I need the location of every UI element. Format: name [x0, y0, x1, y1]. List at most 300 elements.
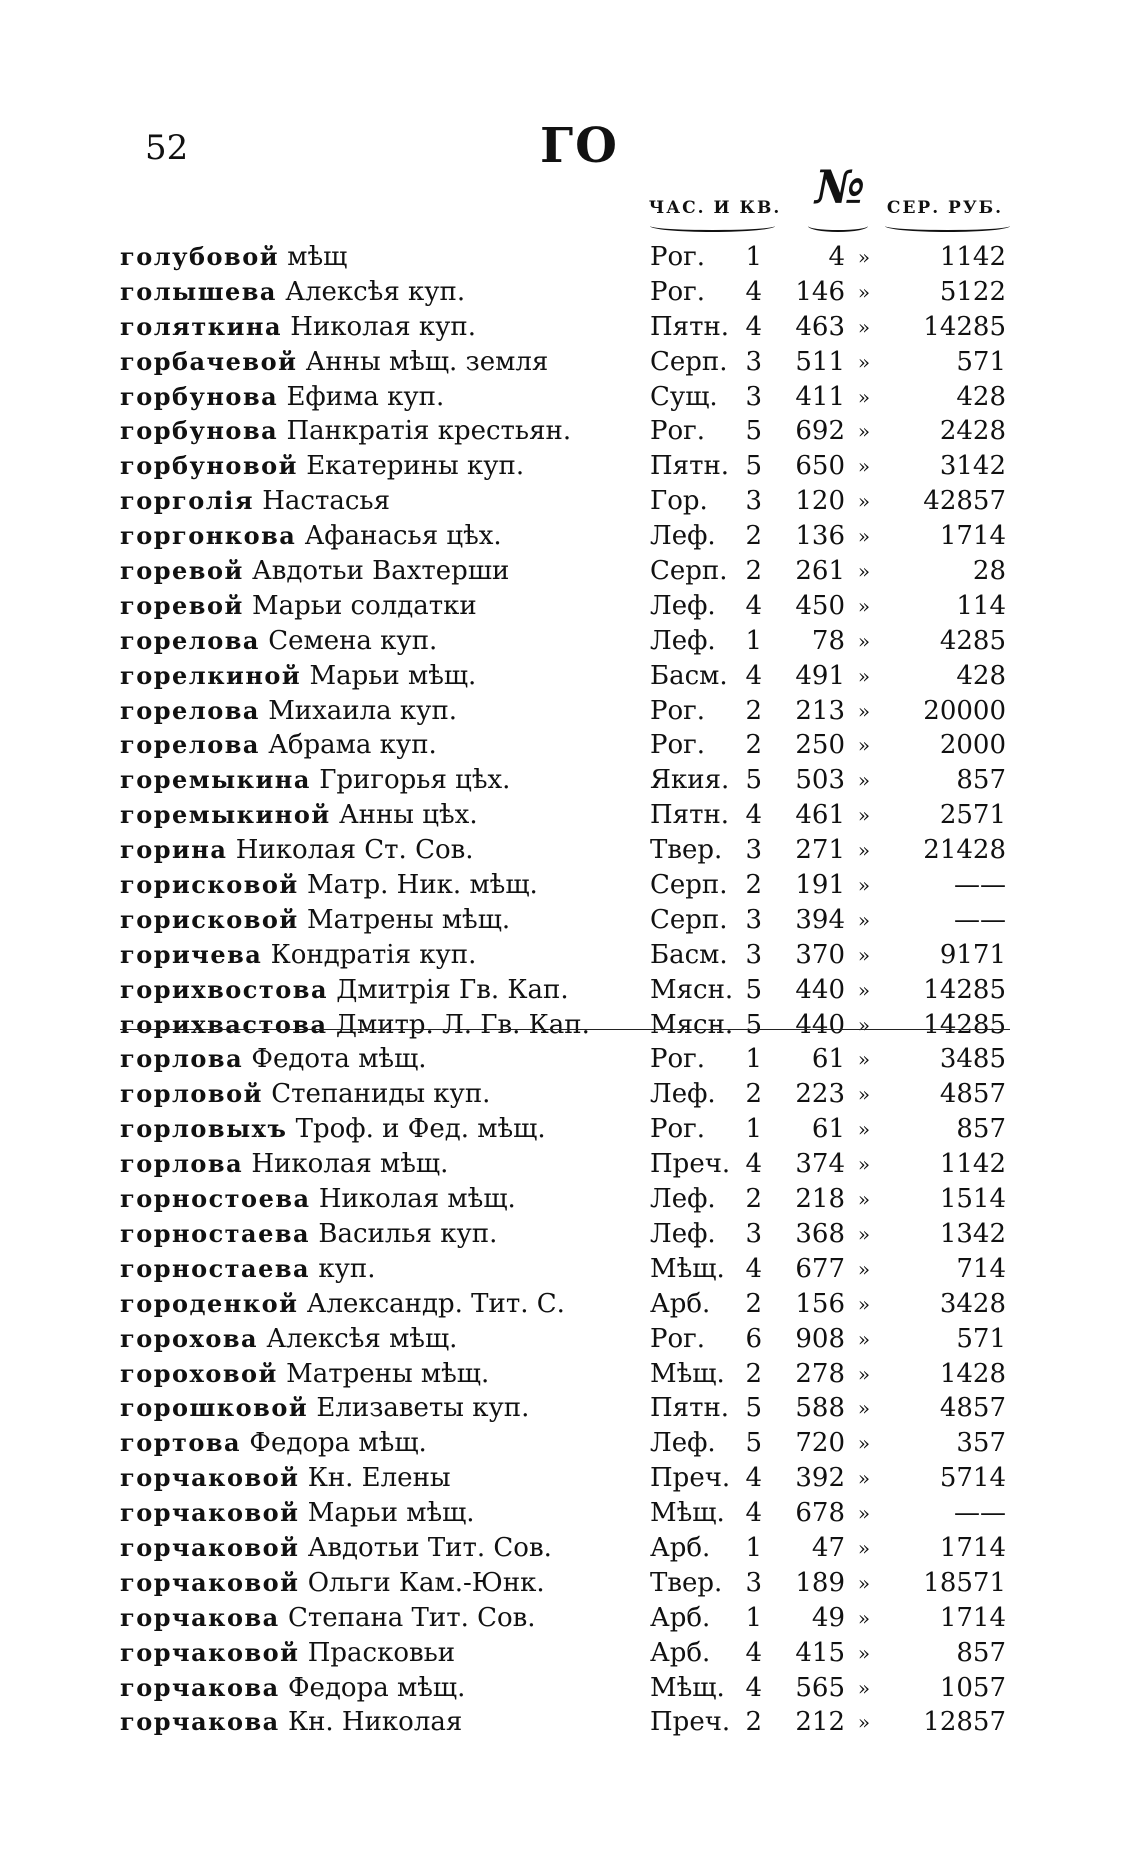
entry-house-number: 392 [795, 1463, 845, 1494]
entry-quarter: Арб. [650, 1532, 711, 1563]
entry-name [120, 554, 650, 589]
entry-house-number: 720 [795, 1428, 845, 1459]
entry-separator: » [857, 559, 871, 584]
entry-amount: 20000 [923, 695, 1006, 726]
entry-amount: —— [954, 870, 1006, 901]
entry-name [120, 1636, 650, 1671]
entry-separator: » [857, 593, 871, 618]
entry-amount: 9171 [939, 939, 1006, 970]
entry-surname: горловой [120, 1079, 263, 1109]
entry-name [120, 833, 650, 868]
entry-surname: горелова [120, 625, 260, 655]
entry-description: Федора мѣщ. [249, 1428, 427, 1459]
entry-amount: 857 [956, 765, 1006, 796]
entry-house-number: 120 [795, 486, 845, 517]
entry-quarter: Серп. [650, 556, 728, 587]
entry-house-number: 250 [795, 730, 845, 761]
entry-description: Афанасья цѣх. [304, 521, 502, 552]
entry-surname: горголія [120, 486, 254, 516]
entry-surname: горностаева [120, 1218, 311, 1248]
entry-surname: голубовой [120, 242, 279, 271]
entry-surname: горгонкова [120, 521, 297, 551]
entry-name [120, 589, 650, 624]
entry-quarter: Рог. [650, 695, 706, 726]
entry-house-number: 450 [795, 590, 845, 621]
entry-quarter: Сущ. [650, 381, 718, 412]
entry-separator: » [857, 245, 871, 269]
entry-surname: горелова [120, 730, 260, 760]
column-header-amount: СЕР. РУБ. [886, 198, 1004, 218]
entry-quarter: Мѣщ. [650, 1253, 725, 1284]
entry-quarter: Пятн. [650, 311, 730, 342]
entry-amount: 3142 [939, 451, 1006, 482]
list-item [120, 554, 1030, 589]
entry-surname: гортова [120, 1428, 242, 1458]
entry-amount: 1142 [939, 1149, 1006, 1180]
list-item [120, 1287, 1030, 1322]
entry-surname: горина [120, 835, 228, 865]
entry-surname: горбунова [120, 416, 279, 446]
entry-name [120, 1391, 650, 1426]
entry-district-number: 4 [745, 1253, 762, 1284]
entry-name [120, 938, 650, 973]
entry-description: Матр. Ник. мѣщ. [307, 870, 538, 901]
entry-district-number: 1 [745, 625, 762, 656]
entry-separator: » [857, 1082, 871, 1107]
entry-separator: » [857, 1361, 871, 1386]
entry-separator: » [857, 768, 871, 793]
entry-amount: 3485 [939, 1044, 1006, 1075]
entry-district-number: 4 [745, 660, 762, 691]
entry-house-number: 677 [795, 1253, 845, 1284]
entry-quarter: Рог. [650, 1323, 706, 1354]
entry-quarter: Рог. [650, 242, 706, 272]
entry-name [120, 449, 650, 484]
entry-name [120, 798, 650, 833]
entry-surname: горбунова [120, 381, 279, 411]
entry-name [120, 414, 650, 449]
entry-quarter: Арб. [650, 1288, 711, 1319]
entry-house-number: 218 [795, 1184, 845, 1215]
entry-name [120, 380, 650, 415]
entry-name [120, 763, 650, 798]
entry-separator: » [857, 1326, 871, 1351]
entry-house-number: 565 [795, 1672, 845, 1703]
entry-separator: » [857, 977, 871, 1002]
list-item [120, 1182, 1030, 1217]
entry-separator: » [857, 628, 871, 653]
entry-description: Василья куп. [318, 1218, 498, 1249]
entry-name [120, 694, 650, 729]
entry-quarter: Мѣщ. [650, 1498, 725, 1529]
entry-house-number: 136 [795, 521, 845, 552]
entry-house-number: 213 [795, 695, 845, 726]
entry-surname: горчаковой [120, 1567, 300, 1597]
list-item [120, 694, 1030, 729]
entry-house-number: 440 [795, 1009, 845, 1040]
entry-house-number: 156 [795, 1288, 845, 1319]
entry-district-number: 3 [745, 381, 762, 412]
entry-amount: 4285 [939, 625, 1006, 656]
entry-amount: 1714 [939, 521, 1006, 552]
entry-surname: горчаковой [120, 1463, 300, 1493]
entry-district-number: 5 [745, 1009, 762, 1040]
entry-house-number: 47 [811, 1532, 845, 1563]
list-item [120, 345, 1030, 380]
entry-quarter: Серп. [650, 904, 728, 935]
list-item [120, 1322, 1030, 1357]
entry-name [120, 1496, 650, 1531]
entry-description: Николая мѣщ. [251, 1149, 449, 1180]
page-number: 52 [145, 128, 189, 168]
entry-description: Панкратія крестьян. [286, 416, 572, 447]
entry-district-number: 4 [745, 800, 762, 831]
entry-district-number: 3 [745, 486, 762, 517]
entry-amount: —— [954, 904, 1006, 935]
entry-name [120, 728, 650, 763]
entry-district-number: 1 [745, 242, 762, 272]
list-item [120, 414, 1030, 449]
entry-description: Григорья цѣх. [319, 765, 511, 796]
entry-list [120, 240, 1030, 1740]
entry-name [120, 1601, 650, 1636]
column-headers [0, 160, 1140, 230]
entry-name [120, 1461, 650, 1496]
entry-description: Кн. Николая [287, 1707, 463, 1738]
list-item [120, 1636, 1030, 1671]
entry-separator: » [857, 1187, 871, 1212]
entry-quarter: Преч. [650, 1463, 731, 1494]
entry-name [120, 484, 650, 519]
entry-description: мѣщ [287, 242, 348, 272]
entry-description: Николая мѣщ. [318, 1184, 516, 1215]
entry-quarter: Преч. [650, 1149, 731, 1180]
list-item [120, 798, 1030, 833]
entry-separator: » [857, 419, 871, 444]
list-item [120, 763, 1030, 798]
entry-description: Алексѣя куп. [285, 276, 466, 307]
entry-name [120, 868, 650, 903]
entry-separator: » [857, 907, 871, 932]
entry-description: Прасковьи [307, 1637, 456, 1668]
entry-district-number: 3 [745, 1567, 762, 1598]
entry-quarter: Леф. [650, 1079, 716, 1110]
entry-quarter: Пятн. [650, 451, 730, 482]
list-item [120, 659, 1030, 694]
column-brace-number [808, 220, 868, 232]
entry-separator: » [857, 1535, 871, 1560]
entry-surname: горчакова [120, 1707, 280, 1737]
entry-amount: 4857 [939, 1393, 1006, 1424]
entry-description: Дмитр. Л. Гв. Кап. [335, 1009, 590, 1040]
column-header-part: ЧАС. И КВ. [648, 198, 782, 218]
entry-separator: » [857, 1501, 871, 1526]
entry-separator: » [857, 663, 871, 688]
entry-district-number: 2 [745, 695, 762, 726]
entry-separator: » [857, 454, 871, 479]
entry-amount: 5714 [939, 1463, 1006, 1494]
entry-separator: » [857, 1047, 871, 1072]
list-item [120, 1671, 1030, 1706]
entry-house-number: 588 [795, 1393, 845, 1424]
entry-separator: » [857, 1466, 871, 1491]
entry-surname: горчаковой [120, 1637, 300, 1667]
entry-district-number: 1 [745, 1602, 762, 1633]
entry-quarter: Серп. [650, 346, 728, 377]
entry-surname: голышева [120, 276, 277, 306]
entry-description: Матрены мѣщ. [286, 1358, 490, 1389]
list-item [120, 1496, 1030, 1531]
entry-description: Марьи мѣщ. [307, 1498, 475, 1529]
entry-amount: 12857 [923, 1707, 1006, 1738]
entry-district-number: 4 [745, 1498, 762, 1529]
entry-name [120, 1008, 650, 1043]
list-item [120, 1531, 1030, 1566]
entry-amount: 1714 [939, 1532, 1006, 1563]
entry-name [120, 310, 650, 345]
entry-house-number: 374 [795, 1149, 845, 1180]
entry-surname: горностоева [120, 1184, 311, 1214]
entry-house-number: 415 [795, 1637, 845, 1668]
entry-district-number: 2 [745, 730, 762, 761]
list-item [120, 519, 1030, 554]
entry-house-number: 189 [795, 1567, 845, 1598]
entry-description: Федота мѣщ. [251, 1044, 427, 1075]
entry-separator: » [857, 1431, 871, 1456]
entry-separator: » [857, 1117, 871, 1142]
entry-house-number: 212 [795, 1707, 845, 1738]
entry-quarter: Рог. [650, 730, 706, 761]
entry-amount: 14285 [923, 974, 1006, 1005]
entry-district-number: 3 [745, 904, 762, 935]
entry-surname: горошковой [120, 1393, 309, 1423]
entry-separator: » [857, 1570, 871, 1595]
entry-district-number: 4 [745, 1672, 762, 1703]
list-item [120, 1601, 1030, 1636]
list-item [120, 903, 1030, 938]
entry-house-number: 271 [795, 835, 845, 866]
entry-house-number: 394 [795, 904, 845, 935]
entry-description: куп. [318, 1253, 376, 1284]
entry-description: Авдотьи Вахтерши [252, 556, 510, 587]
list-item [120, 728, 1030, 763]
list-item [120, 240, 1030, 275]
entry-amount: 14285 [923, 311, 1006, 342]
entry-description: Марьи мѣщ. [309, 660, 477, 691]
entry-separator: » [857, 314, 871, 339]
entry-name [120, 1252, 650, 1287]
list-item [120, 938, 1030, 973]
entry-house-number: 411 [795, 381, 845, 412]
entry-house-number: 191 [795, 870, 845, 901]
column-brace-part [650, 220, 775, 232]
entry-amount: 857 [956, 1637, 1006, 1668]
entry-quarter: Рог. [650, 1044, 706, 1075]
entry-description: Степаниды куп. [271, 1079, 491, 1110]
entry-surname: горихвастова [120, 1009, 328, 1039]
entry-surname: горбачевой [120, 346, 298, 376]
entry-surname: гороховой [120, 1358, 278, 1388]
entry-district-number: 3 [745, 346, 762, 377]
entry-description: Авдотьи Тит. Сов. [307, 1532, 552, 1563]
entry-district-number: 4 [745, 1463, 762, 1494]
entry-separator: » [857, 1675, 871, 1700]
column-brace-amount [885, 220, 1010, 232]
list-item [120, 1705, 1030, 1740]
entry-description: Алексѣя мѣщ. [266, 1323, 458, 1354]
entry-name [120, 1287, 650, 1322]
entry-separator: » [857, 1291, 871, 1316]
entry-surname: городенкой [120, 1288, 299, 1318]
entry-surname: горловыхъ [120, 1114, 288, 1144]
entry-surname: горностаева [120, 1253, 311, 1283]
entry-separator: » [857, 524, 871, 549]
list-item [120, 275, 1030, 310]
entry-district-number: 5 [745, 416, 762, 447]
entry-quarter: Леф. [650, 1184, 716, 1215]
entry-house-number: 4 [828, 242, 845, 272]
list-item [120, 1426, 1030, 1461]
entry-district-number: 4 [745, 1149, 762, 1180]
entry-name [120, 1182, 650, 1217]
entry-amount: 2428 [939, 416, 1006, 447]
entry-district-number: 2 [745, 1184, 762, 1215]
list-item [120, 1252, 1030, 1287]
entry-description: Кондратія куп. [270, 939, 477, 970]
entry-amount: 18571 [923, 1567, 1006, 1598]
entry-separator: » [857, 1221, 871, 1246]
entry-district-number: 5 [745, 974, 762, 1005]
entry-surname: горчаковой [120, 1532, 300, 1562]
entry-district-number: 2 [745, 1707, 762, 1738]
entry-house-number: 491 [795, 660, 845, 691]
entry-description: Абрама куп. [268, 730, 437, 761]
entry-amount: 1514 [939, 1184, 1006, 1215]
entry-separator: » [857, 942, 871, 967]
entry-description: Настасья [262, 486, 390, 517]
entry-quarter: Твер. [650, 835, 723, 866]
entry-surname: горевой [120, 590, 244, 620]
entry-amount: 1342 [939, 1218, 1006, 1249]
entry-separator: » [857, 838, 871, 863]
entry-name [120, 659, 650, 694]
entry-description: Марьи солдатки [252, 590, 477, 621]
entry-district-number: 1 [745, 1114, 762, 1145]
entry-quarter: Твер. [650, 1567, 723, 1598]
entry-separator: » [857, 873, 871, 898]
entry-description: Николая Ст. Сов. [235, 835, 474, 866]
entry-surname: горихвостова [120, 974, 329, 1004]
list-item [120, 624, 1030, 659]
column-header-number: № [815, 160, 865, 214]
entry-surname: горчакова [120, 1602, 280, 1632]
entry-amount: 42857 [923, 486, 1006, 517]
entry-surname: горбуновой [120, 451, 298, 481]
entry-district-number: 5 [745, 451, 762, 482]
list-item [120, 449, 1030, 484]
entry-district-number: 3 [745, 835, 762, 866]
entry-separator: » [857, 803, 871, 828]
entry-house-number: 650 [795, 451, 845, 482]
entry-description: Дмитрія Гв. Кап. [336, 974, 569, 1005]
entry-house-number: 692 [795, 416, 845, 447]
entry-quarter: Рог. [650, 416, 706, 447]
entry-amount: 4857 [939, 1079, 1006, 1110]
entry-district-number: 4 [745, 276, 762, 307]
list-item [120, 589, 1030, 624]
entry-surname: горисковой [120, 870, 299, 900]
entry-quarter: Пятн. [650, 800, 730, 831]
entry-house-number: 368 [795, 1218, 845, 1249]
entry-separator: » [857, 1605, 871, 1630]
entry-name [120, 624, 650, 659]
entry-house-number: 49 [811, 1602, 845, 1633]
entry-quarter: Леф. [650, 1428, 716, 1459]
entry-amount: 3428 [939, 1288, 1006, 1319]
list-item [120, 1008, 1030, 1043]
list-item [120, 1112, 1030, 1147]
entry-district-number: 2 [745, 1358, 762, 1389]
entry-amount: 428 [956, 381, 1006, 412]
entry-separator: » [857, 1256, 871, 1281]
entry-house-number: 223 [795, 1079, 845, 1110]
entry-district-number: 2 [745, 521, 762, 552]
entry-name [120, 1705, 650, 1740]
entry-district-number: 4 [745, 590, 762, 621]
entry-amount: —— [954, 1498, 1006, 1529]
entry-amount: 357 [956, 1428, 1006, 1459]
entry-name [120, 1042, 650, 1077]
list-item [120, 868, 1030, 903]
entry-surname: горевой [120, 556, 244, 586]
entry-house-number: 146 [795, 276, 845, 307]
entry-quarter: Серп. [650, 870, 728, 901]
entry-amount: 857 [956, 1114, 1006, 1145]
entry-quarter: Мясн. [650, 974, 734, 1005]
entry-house-number: 908 [795, 1323, 845, 1354]
entry-name [120, 1357, 650, 1392]
entry-amount: 571 [956, 346, 1006, 377]
entry-district-number: 5 [745, 1393, 762, 1424]
entry-house-number: 463 [795, 311, 845, 342]
entry-district-number: 5 [745, 1428, 762, 1459]
entry-name [120, 973, 650, 1008]
entry-surname: горемыкиной [120, 800, 331, 830]
entry-name [120, 1217, 650, 1252]
entry-house-number: 61 [811, 1114, 845, 1145]
entry-name [120, 345, 650, 380]
entry-quarter: Леф. [650, 1218, 716, 1249]
entry-district-number: 2 [745, 1079, 762, 1110]
entry-name [120, 275, 650, 310]
entry-separator: » [857, 349, 871, 374]
entry-amount: 21428 [923, 835, 1006, 866]
entry-name [120, 240, 650, 275]
entry-house-number: 278 [795, 1358, 845, 1389]
entry-surname: горчаковой [120, 1498, 300, 1528]
entry-description: Кн. Елены [307, 1463, 451, 1494]
entry-quarter: Леф. [650, 521, 716, 552]
entry-separator: » [857, 1710, 871, 1735]
entry-description: Троф. и Фед. мѣщ. [295, 1114, 546, 1145]
entry-district-number: 1 [745, 1532, 762, 1563]
entry-quarter: Арб. [650, 1637, 711, 1668]
list-item [120, 380, 1030, 415]
list-item [120, 1391, 1030, 1426]
entry-surname: горчакова [120, 1672, 280, 1702]
entry-amount: 114 [956, 590, 1006, 621]
entry-amount: 1057 [939, 1672, 1006, 1703]
